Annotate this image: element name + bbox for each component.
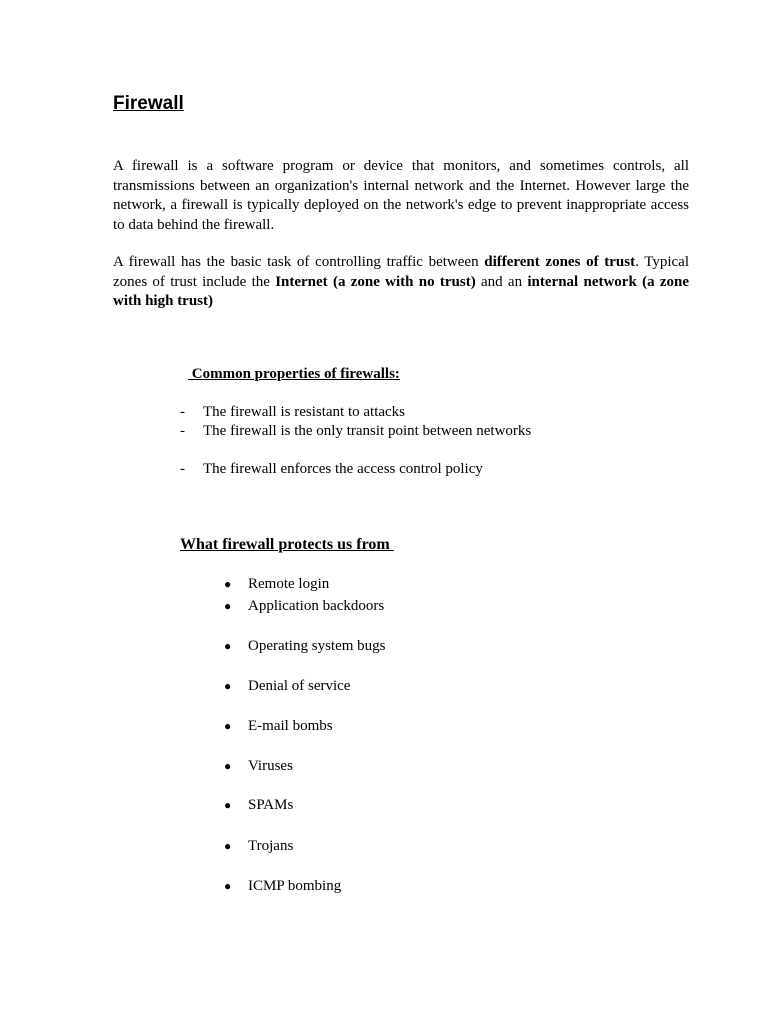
dash-marker: - [180,404,185,420]
zones-bold-1: different zones of trust [484,254,636,270]
zones-text-3: and an [475,273,528,290]
list-item [180,460,483,479]
list-item [224,877,341,896]
intro-paragraph: A firewall is a software program or device that monitors, and sometimes controls, all transmissions between an organization's internal network and the Internet. However large the network, a firewall is typically deployed on the network's edge to prevent inappropriate access to data behind the firewall. [113,158,689,233]
list-item-label: Remote login [248,576,330,592]
bullet-icon: ● [224,798,232,812]
list-item [224,757,293,776]
list-item [180,403,405,422]
list-item [224,677,350,696]
list-item-label: Viruses [248,758,293,774]
list-item-label: SPAMs [248,797,294,813]
list-item-label: The firewall is the only transit point between networks [203,423,532,439]
list-item [224,717,333,736]
list-item-label: E-mail bombs [248,718,333,734]
zones-paragraph [113,253,689,312]
list-item-label: Application backdoors [248,598,385,614]
list-item-label: The firewall enforces the access control policy [203,461,483,477]
zones-bold-3: internal network (a zone with high trust) [113,273,690,309]
dash-marker: - [180,423,185,439]
list-item-label: Operating system bugs [248,638,386,654]
bullet-icon: ● [224,839,232,853]
list-item [224,597,384,616]
bullet-icon: ● [224,599,232,613]
bullet-icon: ● [224,639,232,653]
list-item [224,637,385,656]
bullet-icon: ● [224,759,232,773]
common-properties-heading: Common properties of firewalls: [188,366,400,382]
bullet-icon: ● [224,679,232,693]
list-item [180,422,531,441]
document-title: Firewall [113,93,184,114]
list-item [224,796,293,815]
list-item-label: The firewall is resistant to attacks [203,404,406,420]
zones-bold-2: Internet (a zone with no trust) [275,273,476,290]
zones-text-2: . Typical zones of trust include the [113,254,690,290]
list-item-label: Trojans [248,838,294,854]
list-item-label: ICMP bombing [248,878,342,894]
dash-marker: - [180,461,185,477]
protects-from-heading: What firewall protects us from [180,536,394,553]
bullet-icon: ● [224,577,232,591]
bullet-icon: ● [224,879,232,893]
zones-text-1: A firewall has the basic task of controlling traffic between [113,254,485,270]
list-item [224,837,293,856]
list-item-label: Denial of service [248,678,351,694]
bullet-icon: ● [224,719,232,733]
list-item [224,575,329,594]
